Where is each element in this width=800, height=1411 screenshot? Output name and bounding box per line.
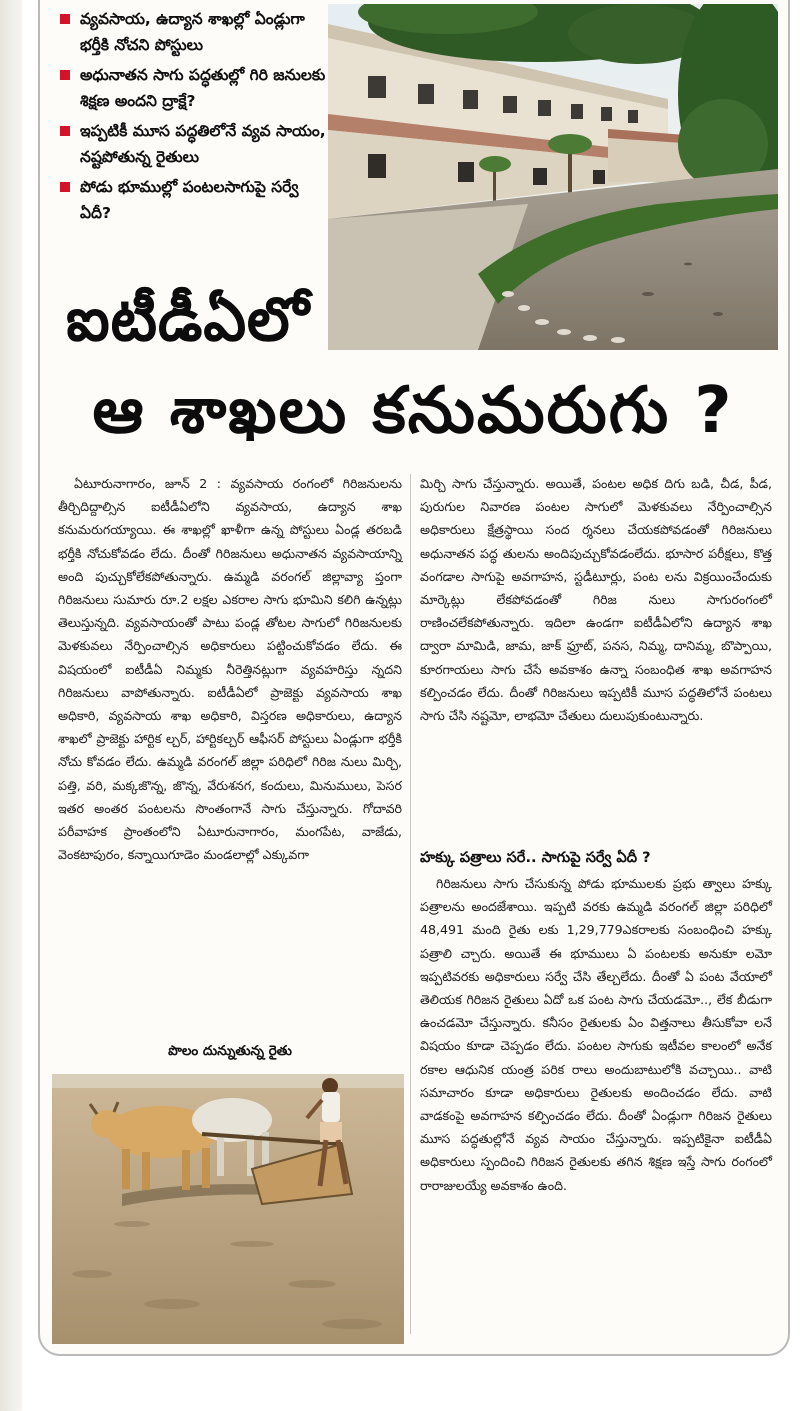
article-column-left: [58, 472, 402, 866]
red-square-bullet-icon: [60, 14, 70, 24]
article-column-right-continued: [420, 872, 772, 1197]
headline-line-2: ఆ శాఖలు కనుమరుగు ?: [92, 374, 734, 448]
article-paragraph: గిరిజనులు సాగు చేసుకున్న పోడు భూములకు ప్రభు త్వాలు హక్కు పత్రాలను అందజేశాయి. ఇప్పటి వరకు ఉమ్మడి వరంగల్ జిల్లా పరిధిలో 48,491 మంది రైతు లకు 1,29,779ఎకరాలకు సంబంధించి హక్కు పత్రాలి చ్చారు. అయితే ఈ భూములు ఏ పంటలకు అనుకూ లమో ఇప్పటివరకు అధికారులు సర్వే చేసి తేల్చలేదు. దీంతో ఏ పంట వేయాలో తెలియక గిరిజన రైతులు ఏదో ఒక పంట సాగు చేయడమో.., లేక బీడుగా ఉంచడమో చేస్తున్నారు. కనీసం రైతులకు ఏం విత్తనాలు తీసుకోవా లనే విషయం కూడా చెప్పడం లేదు. పంటల సాగుకు ఇటీవల కాలంలో అనేక రకాల ఆధునిక యంత్ర పరిక రాలు అందుబాటులోకి వచ్చాయి.. వాటి సమాచారం కూడా అధికారులు రైతులకు అందించడం లేదు. వాటి వాడకంపై అవగాహన కల్పించడం లేదు. దీంతో ఏండ్లుగా గిరిజన రైతులు మూస పద్ధతుల్లోనే వ్యవ సాయం చేస్తున్నారు. ఇప్పటికైనా ఐటీడీఏ అధికారులు స్పందించి గిరిజన రైతులకు తగిన శిక్షణ ఇస్తే సాగు రంగంలో రారాజులయ్యే అవకాశం ఉంది.: [420, 876, 772, 1193]
bullet-text: పోడు భూముల్లో పంటలసాగుపై సర్వే ఏదీ?: [80, 178, 299, 222]
bullet-item: [58, 118, 328, 170]
headline-line-1: ఐటీడీఏలో: [66, 285, 310, 355]
highlight-bullets: [58, 6, 328, 230]
bullet-text: అధునాతన సాగు పద్ధతుల్లో గిరి జనులకు శిక్షణ అందని ద్రాక్షే?: [80, 66, 326, 110]
bullet-item: [58, 62, 328, 114]
article-column-right: [420, 472, 772, 727]
farmer-ploughing-photo: [52, 1074, 404, 1344]
red-square-bullet-icon: [60, 126, 70, 136]
bullet-item: [58, 174, 328, 226]
sub-heading: హక్కు పత్రాలు సరే.. సాగుపై సర్వే ఏదీ ?: [420, 849, 651, 866]
page-edge: [0, 0, 22, 1411]
column-divider: [410, 474, 411, 1334]
red-square-bullet-icon: [60, 70, 70, 80]
article-paragraph: మిర్చి సాగు చేస్తున్నారు. అయితే, పంటల అధిక దిగు బడి, చీడ, పీడ, పురుగుల నివారణ పంటల సాగులో మెళకువలు నేర్పించాల్సిన అధికారులు క్షేత్రస్థాయి సంద ర్శనలు చేయకపోవడంతో గిరిజనులు అధునాతన పద్ధ తులను అందిపుచ్చుకోవడంలేదు. భూసార పరీక్షలు, కొత్త వంగడాల సాగుపై అవగాహన, స్టడీటూర్లు, పంట లను విక్రయించేందుకు మార్కెట్లు లేకపోవడంతో గిరిజ నులు సాగురంగంలో రాణించలేకపోతున్నారు. ఇదిలా ఉండగా ఐటీడీఏలోని ఉద్యాన శాఖ ద్వారా మామిడి, జామ, జాక్ ఫ్రూట్, పనస, నిమ్మ, దానిమ్మ, బొప్పాయి, కూరగాయలు సాగు చేసే అవకాశం ఉన్నా సంబంధిత శాఖ అవగాహన కల్పించడం లేదు. దీంతో గిరిజనులు ఇప్పటికీ మూస పద్ధతిలోనే పంటలు సాగు చేసి నష్టమో, లాభమో చేతులు దులుపుకుంటున్నారు.: [420, 476, 772, 724]
bullet-text: వ్యవసాయ, ఉద్యాన శాఖల్లో ఏండ్లుగా భర్తీకి నోచని పోస్టులు: [80, 10, 305, 54]
article-paragraph: ఏటూరునాగారం, జూన్ 2 : వ్యవసాయ రంగంలో గిరిజనులను తీర్చిదిద్దాల్సిన ఐటీడీఏలోని వ్యవసాయ, ఉద్యాన శాఖ కనుమరుగయ్యాయి. ఈ శాఖల్లో ఖాళీగా ఉన్న పోస్టులు ఏండ్ల తరబడి భర్తీకి నోచుకోవడం లేదు. దీంతో గిరిజనులు అధునాతన వ్యవసాయాన్ని అంది పుచ్చుకోలేకపోతున్నారు. ఉమ్మడి వరంగల్ జిల్లావ్యా ప్తంగా గిరిజనులు సుమారు రూ.2 లక్షల ఎకరాల సాగు భూమిని కలిగి ఉన్నట్లు తెలుస్తున్నది. వ్యవసాయంతో పాటు పండ్ల తోటల సాగులో గిరిజనులకు మెళకువలు నేర్పించాల్సిన అధికారులు పట్టించుకోవడం లేదు. ఈ విషయంలో ఐటీడీఏ నిమ్మకు నీరెత్తినట్లుగా వ్యవహరిస్తు న్నదని గిరిజనులు వాపోతున్నారు. ఐటీడీఏలో ప్రాజెక్టు వ్యవసాయ శాఖ అధికారి, వ్యవసాయ శాఖ అధికారి, విస్తరణ అధికారులు, ఉద్యాన శాఖలో ప్రాజెక్టు హార్టిక ల్చర్, హార్టికల్చర్ ఆఫీసర్ పోస్టులు ఏండ్లుగా భర్తీకి నోచు కోవడం లేదు. ఉమ్మడి వరంగల్ జిల్లా పరిధిలో గిరిజ నులు మిర్చి, పత్తి, వరి, మక్కజొన్న, జొన్న, వేరుశనగ, కందులు, మినుములు, పెసర ఇతర అంతర పంటలను సొంతంగానే సాగు చేస్తున్నారు. గోదావరి పరీవాహక ప్రాంతంలోని ఏటూరునాగారం, మంగపేట, వాజేడు, వెంకటాపురం, కన్నాయిగూడెం మండలాల్లో ఎక్కువగా: [58, 476, 402, 863]
red-square-bullet-icon: [60, 182, 70, 192]
bullet-item: [58, 6, 328, 58]
photo-caption: పొలం దున్నుతున్న రైతు: [168, 1043, 292, 1059]
bullet-text: ఇప్పటికీ మూస పద్ధతిలోనే వ్యవ సాయం, నష్టపోతున్న రైతులు: [80, 122, 326, 166]
